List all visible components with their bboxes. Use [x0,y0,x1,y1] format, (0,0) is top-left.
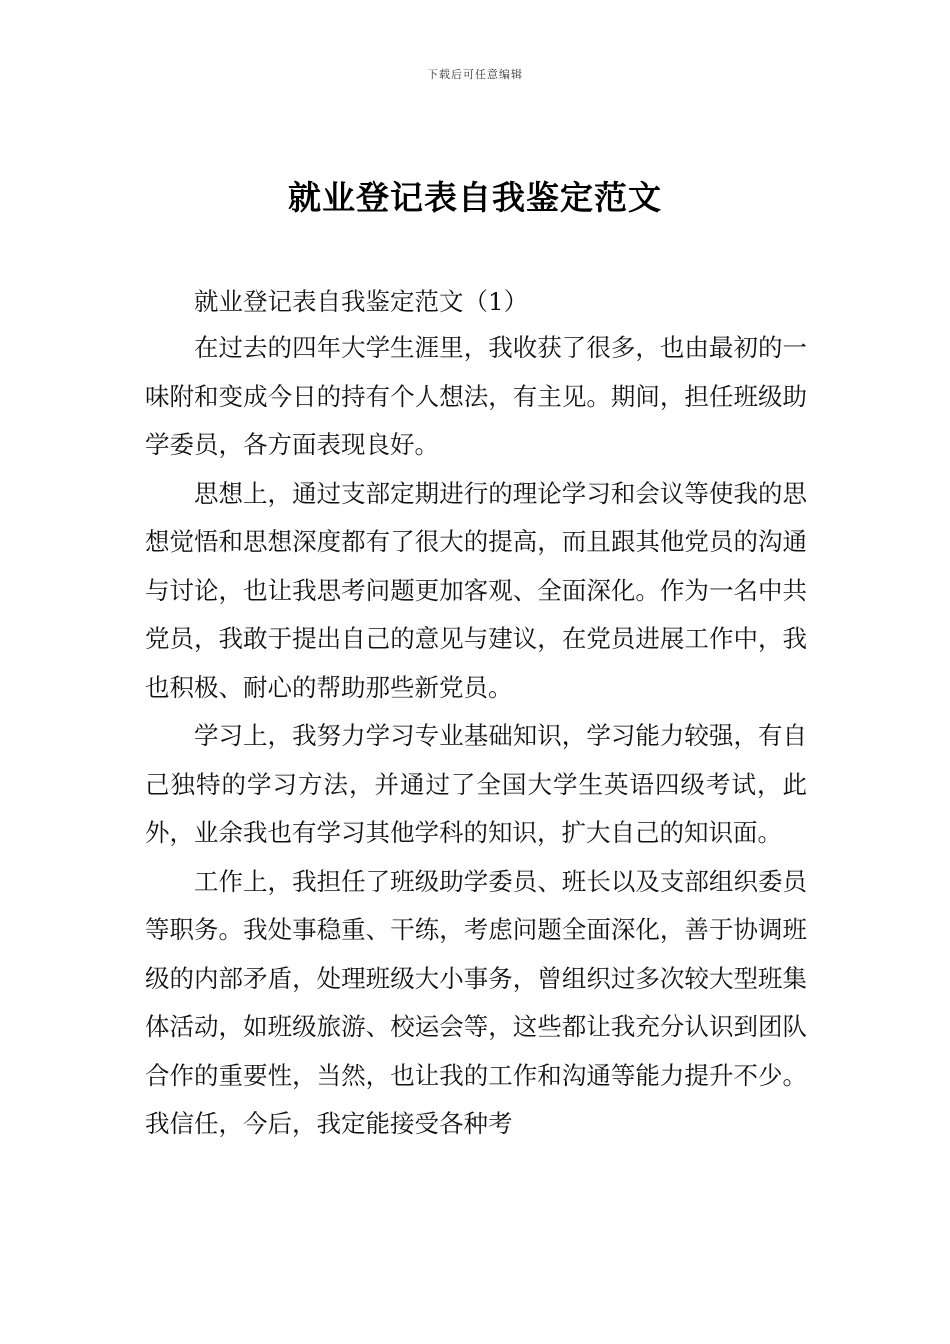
paragraph-study: 学习上，我努力学习专业基础知识，学习能力较强，有自己独特的学习方法，并通过了全国大学生英语四级考试，此外，业余我也有学习其他学科的知识，扩大自己的知识面。 [145,721,807,847]
document-body [145,280,807,1149]
header-note: 下载后可任意编辑 [427,68,523,81]
document-title: 就业登记表自我鉴定范文 [288,178,662,217]
paragraph-intro: 在过去的四年大学生涯里，我收获了很多，也由最初的一味附和变成今日的持有个人想法，有主见。期间，担任班级助学委员，各方面表现良好。 [145,333,807,459]
section-heading: 就业登记表自我鉴定范文（1） [194,287,529,316]
paragraph-work: 工作上，我担任了班级助学委员、班长以及支部组织委员等职务。我处事稳重、干练，考虑问题全面深化，善于协调班级的内部矛盾，处理班级大小事务，曾组织过多次较大型班集体活动，如班级旅游、校运会等，这些都让我充分认识到团队合作的重要性，当然，也让我的工作和沟通等能力提升不少。我信任，今后，我定能接受各种考 [145,866,807,1138]
paragraph-thought: 思想上，通过支部定期进行的理论学习和会议等使我的思想觉悟和思想深度都有了很大的提高，而且跟其他党员的沟通与讨论，也让我思考问题更加客观、全面深化。作为一名中共党员，我敢于提出自己的意见与建议，在党员进展工作中，我也积极、耐心的帮助那些新党员。 [145,478,807,702]
